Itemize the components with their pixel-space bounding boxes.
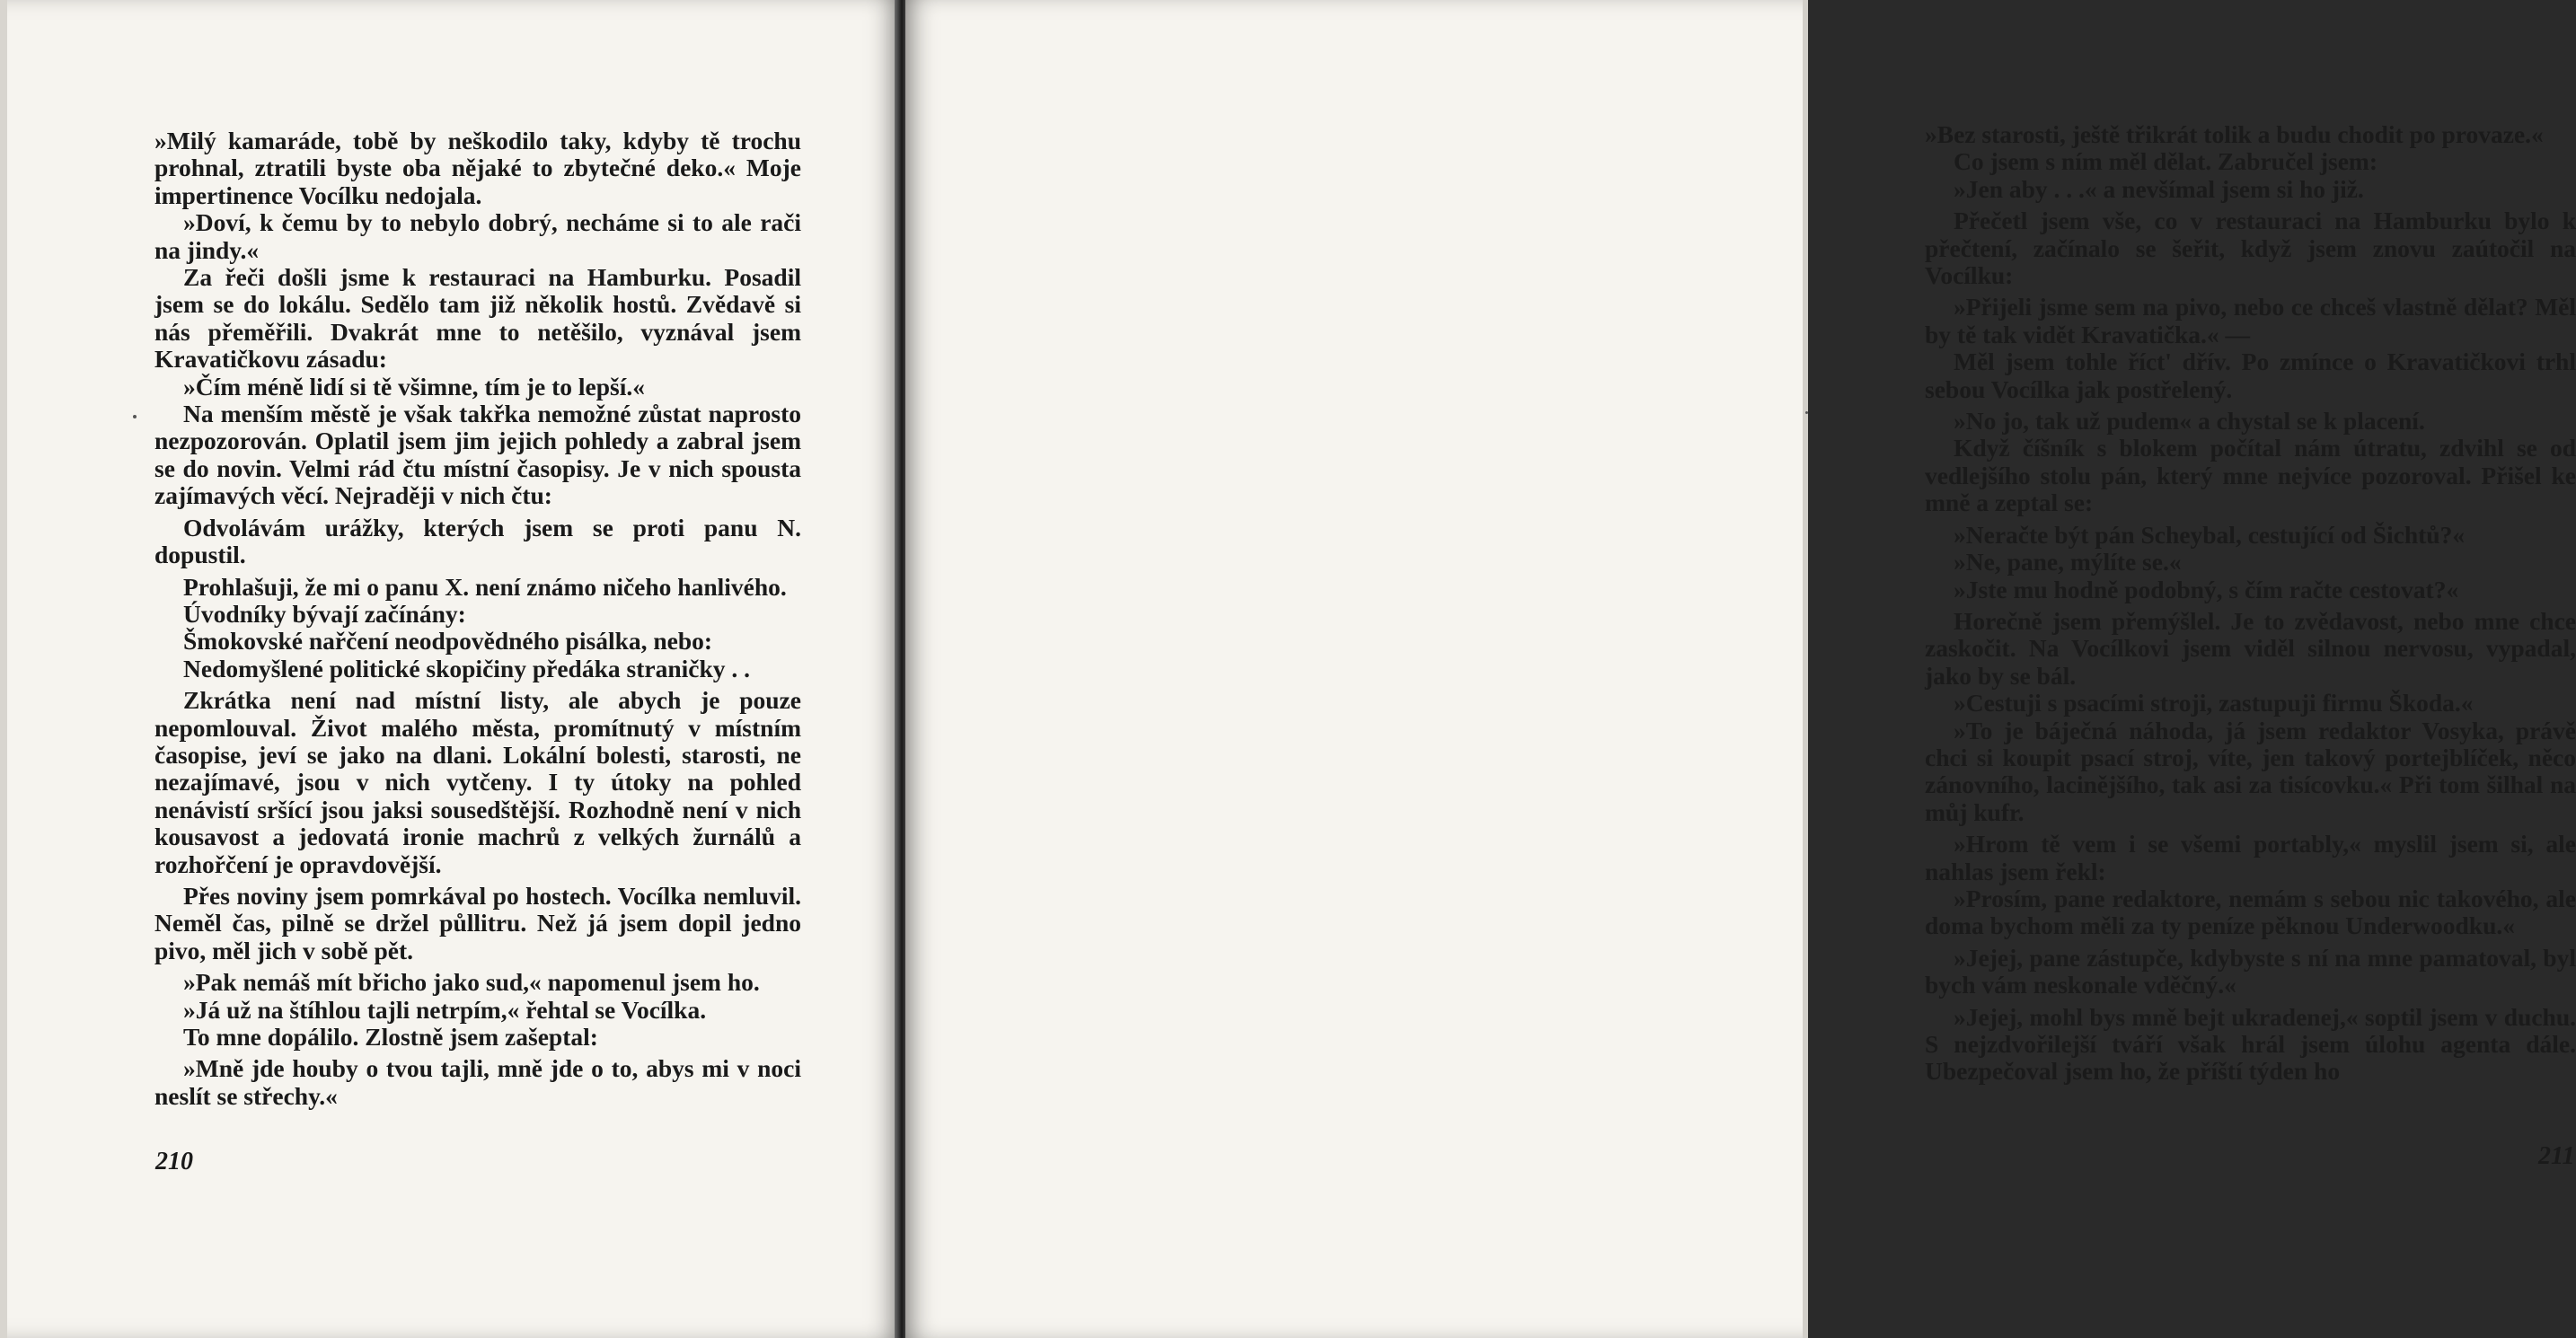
right-page bbox=[905, 0, 2576, 1338]
paragraph: Zkrátka není nad místní listy, ale abych je pouze nepomlouval. Život malého města, promítnutý v místním časopise, jeví se jako na dlani. Lokální bolesti, starosti, ne nezajímavé, jsou v nich vytčeny. I ty útoky na pohled nenávistí sršící jsou jaksi sousedštější. Rozhodně není v nich kousavost a jedovatá ironie machrů z velkých žurnálů a rozhořčení je opravdovější. bbox=[154, 686, 801, 878]
paragraph: »Bez starosti, ještě třikrát tolik a budu chodit po provaze.« bbox=[1925, 120, 2544, 148]
paragraph: »Jste mu hodně podobný, s čím račte cestovat?« bbox=[1954, 575, 2459, 603]
paragraph: To mne dopálilo. Zlostně jsem zašeptal: bbox=[183, 1023, 598, 1051]
paragraph: »Milý kamaráde, tobě by neškodilo taky, kdyby tě trochu prohnal, ztratili byste oba nějaké to zbytečné deko.« Moje impertinence Vocílku nedojala. bbox=[154, 127, 801, 209]
paragraph: Přes noviny jsem pomrkával po hostech. Vocílka nemluvil. Neměl čas, pilně se držel půllitru. Než já jsem dopil jedno pivo, měl jich v sobě pět. bbox=[154, 881, 801, 964]
paragraph: »No jo, tak už pudem« a chystal se k placení. bbox=[1954, 407, 2425, 436]
left-page-edge bbox=[0, 0, 7, 1338]
paragraph: Úvodníky bývají začínány: bbox=[183, 599, 466, 628]
paragraph: »Ne, pane, mýlíte se.« bbox=[1954, 548, 2182, 577]
page-number-left: 210 bbox=[155, 1148, 193, 1175]
paragraph: »Jejej, mohl bys mně bejt ukradenej,« soptil jsem v duchu. S nejzdvořilejší tváří však hrál jsem úlohu agenta dále. Ubezpečoval jsem ho, že příští týden ho bbox=[1925, 1002, 2576, 1086]
paragraph: »Cestuji s psacími stroji, zastupuji firmu Škoda.« bbox=[1954, 689, 2474, 717]
paragraph: »Mně jde houby o tvou tajli, mně jde o to, abys mi v noci neslít se střechy.« bbox=[154, 1054, 801, 1110]
paragraph: Horečně jsem přemýšlel. Je to zvědavost, nebo mne chce zaskočit. Na Vocílkovi jsem viděl silnou nervosu, vypadal, jako by se bál. bbox=[1925, 606, 2576, 690]
paragraph: »Já už na štíhlou tajli netrpím,« řehtal se Vocílka. bbox=[183, 995, 707, 1024]
paragraph: »Doví, k čemu by to nebylo dobrý, necháme si to ale rači na jindy.« bbox=[154, 208, 801, 264]
paragraph: Na menším městě je však takřka nemožné zůstat naprosto nezpozorován. Oplatil jsem jim jejich pohledy a zabral jsem se do novin. Velmi rád čtu místní časopisy. Je v nich spousta zajímavých věcí. Nejraději v nich čtu: bbox=[154, 400, 801, 510]
paragraph: Odvolávám urážky, kterých jsem se proti panu N. dopustil. bbox=[154, 513, 801, 569]
paragraph: »Neračte být pán Scheybal, cestující od Šichtů?« bbox=[1954, 520, 2466, 549]
page-number-right: 211 bbox=[2538, 1142, 2575, 1170]
paragraph: »Jen aby . . .« a nevšímal jsem si ho již. bbox=[1954, 174, 2364, 203]
paragraph: »Hrom tě vem i se všemi portably,« myslil jsem si, ale nahlas jsem řekl: bbox=[1925, 830, 2576, 885]
paragraph: Za řeči došli jsme k restauraci na Hamburku. Posadil jsem se do lokálu. Sedělo tam již několik hostů. Zvědavě si nás přeměřili. Dvakrát mne to netěšilo, vyznával jsem Kravatičkovu zásadu: bbox=[154, 263, 801, 374]
left-page-text bbox=[154, 128, 801, 1110]
print-speck bbox=[133, 415, 137, 418]
paragraph: Šmokovské nařčení neodpovědného pisálka, nebo: bbox=[183, 627, 713, 656]
paragraph: »Čím méně lidí si tě všimne, tím je to lepší.« bbox=[183, 372, 646, 401]
paragraph: »Prosím, pane redaktore, nemám s sebou nic takového, ale doma bychom měli za ty peníze pěknou Underwoodku.« bbox=[1925, 884, 2576, 940]
paragraph: Co jsem s ním měl dělat. Zabručel jsem: bbox=[1954, 147, 2378, 176]
paragraph: Nedomyšlené politické skopičiny předáka straničky . . bbox=[183, 654, 751, 682]
paragraph: »To je báječná náhoda, já jsem redaktor Vosyka, právě chci si koupit psací stroj, víte, jen takový portejblíček, něco zánovního, lacinějšího, tak asi za tisícovku.« Při tom šilhal na můj kufr. bbox=[1925, 716, 2576, 826]
right-page-text bbox=[1925, 121, 2576, 1086]
paragraph: »Pak nemáš mít břicho jako sud,« napomenul jsem ho. bbox=[183, 968, 760, 997]
left-page bbox=[0, 0, 898, 1338]
paragraph: Přečetl jsem vše, co v restauraci na Hamburku bylo k přečtení, začínalo se šeřit, když jsem znovu zaútočil na Vocílku: bbox=[1925, 207, 2576, 290]
print-speck bbox=[1805, 411, 1808, 414]
paragraph: »Jejej, pane zástupče, kdybyste s ní na mne pamatoval, byl bych vám neskonale vděčný.« bbox=[1925, 943, 2576, 999]
right-page-edge bbox=[1803, 0, 1808, 1338]
paragraph: Prohlašuji, že mi o panu X. není známo ničeho hanlivého. bbox=[183, 572, 787, 601]
paragraph: Když číšník s blokem počítal nám útratu, zdvihl se od vedlejšího stolu pán, který mne nejvíce pozoroval. Přišel ke mně a zeptal se: bbox=[1925, 434, 2576, 517]
paragraph: Měl jsem tohle říct' dřív. Po zmínce o Kravatičkovi trhl sebou Vocílka jak postřelený. bbox=[1925, 348, 2576, 403]
paragraph: »Přijeli jsme sem na pivo, nebo ce chceš vlastně dělat? Měl by tě tak vidět Kravatička.« — bbox=[1925, 293, 2576, 348]
